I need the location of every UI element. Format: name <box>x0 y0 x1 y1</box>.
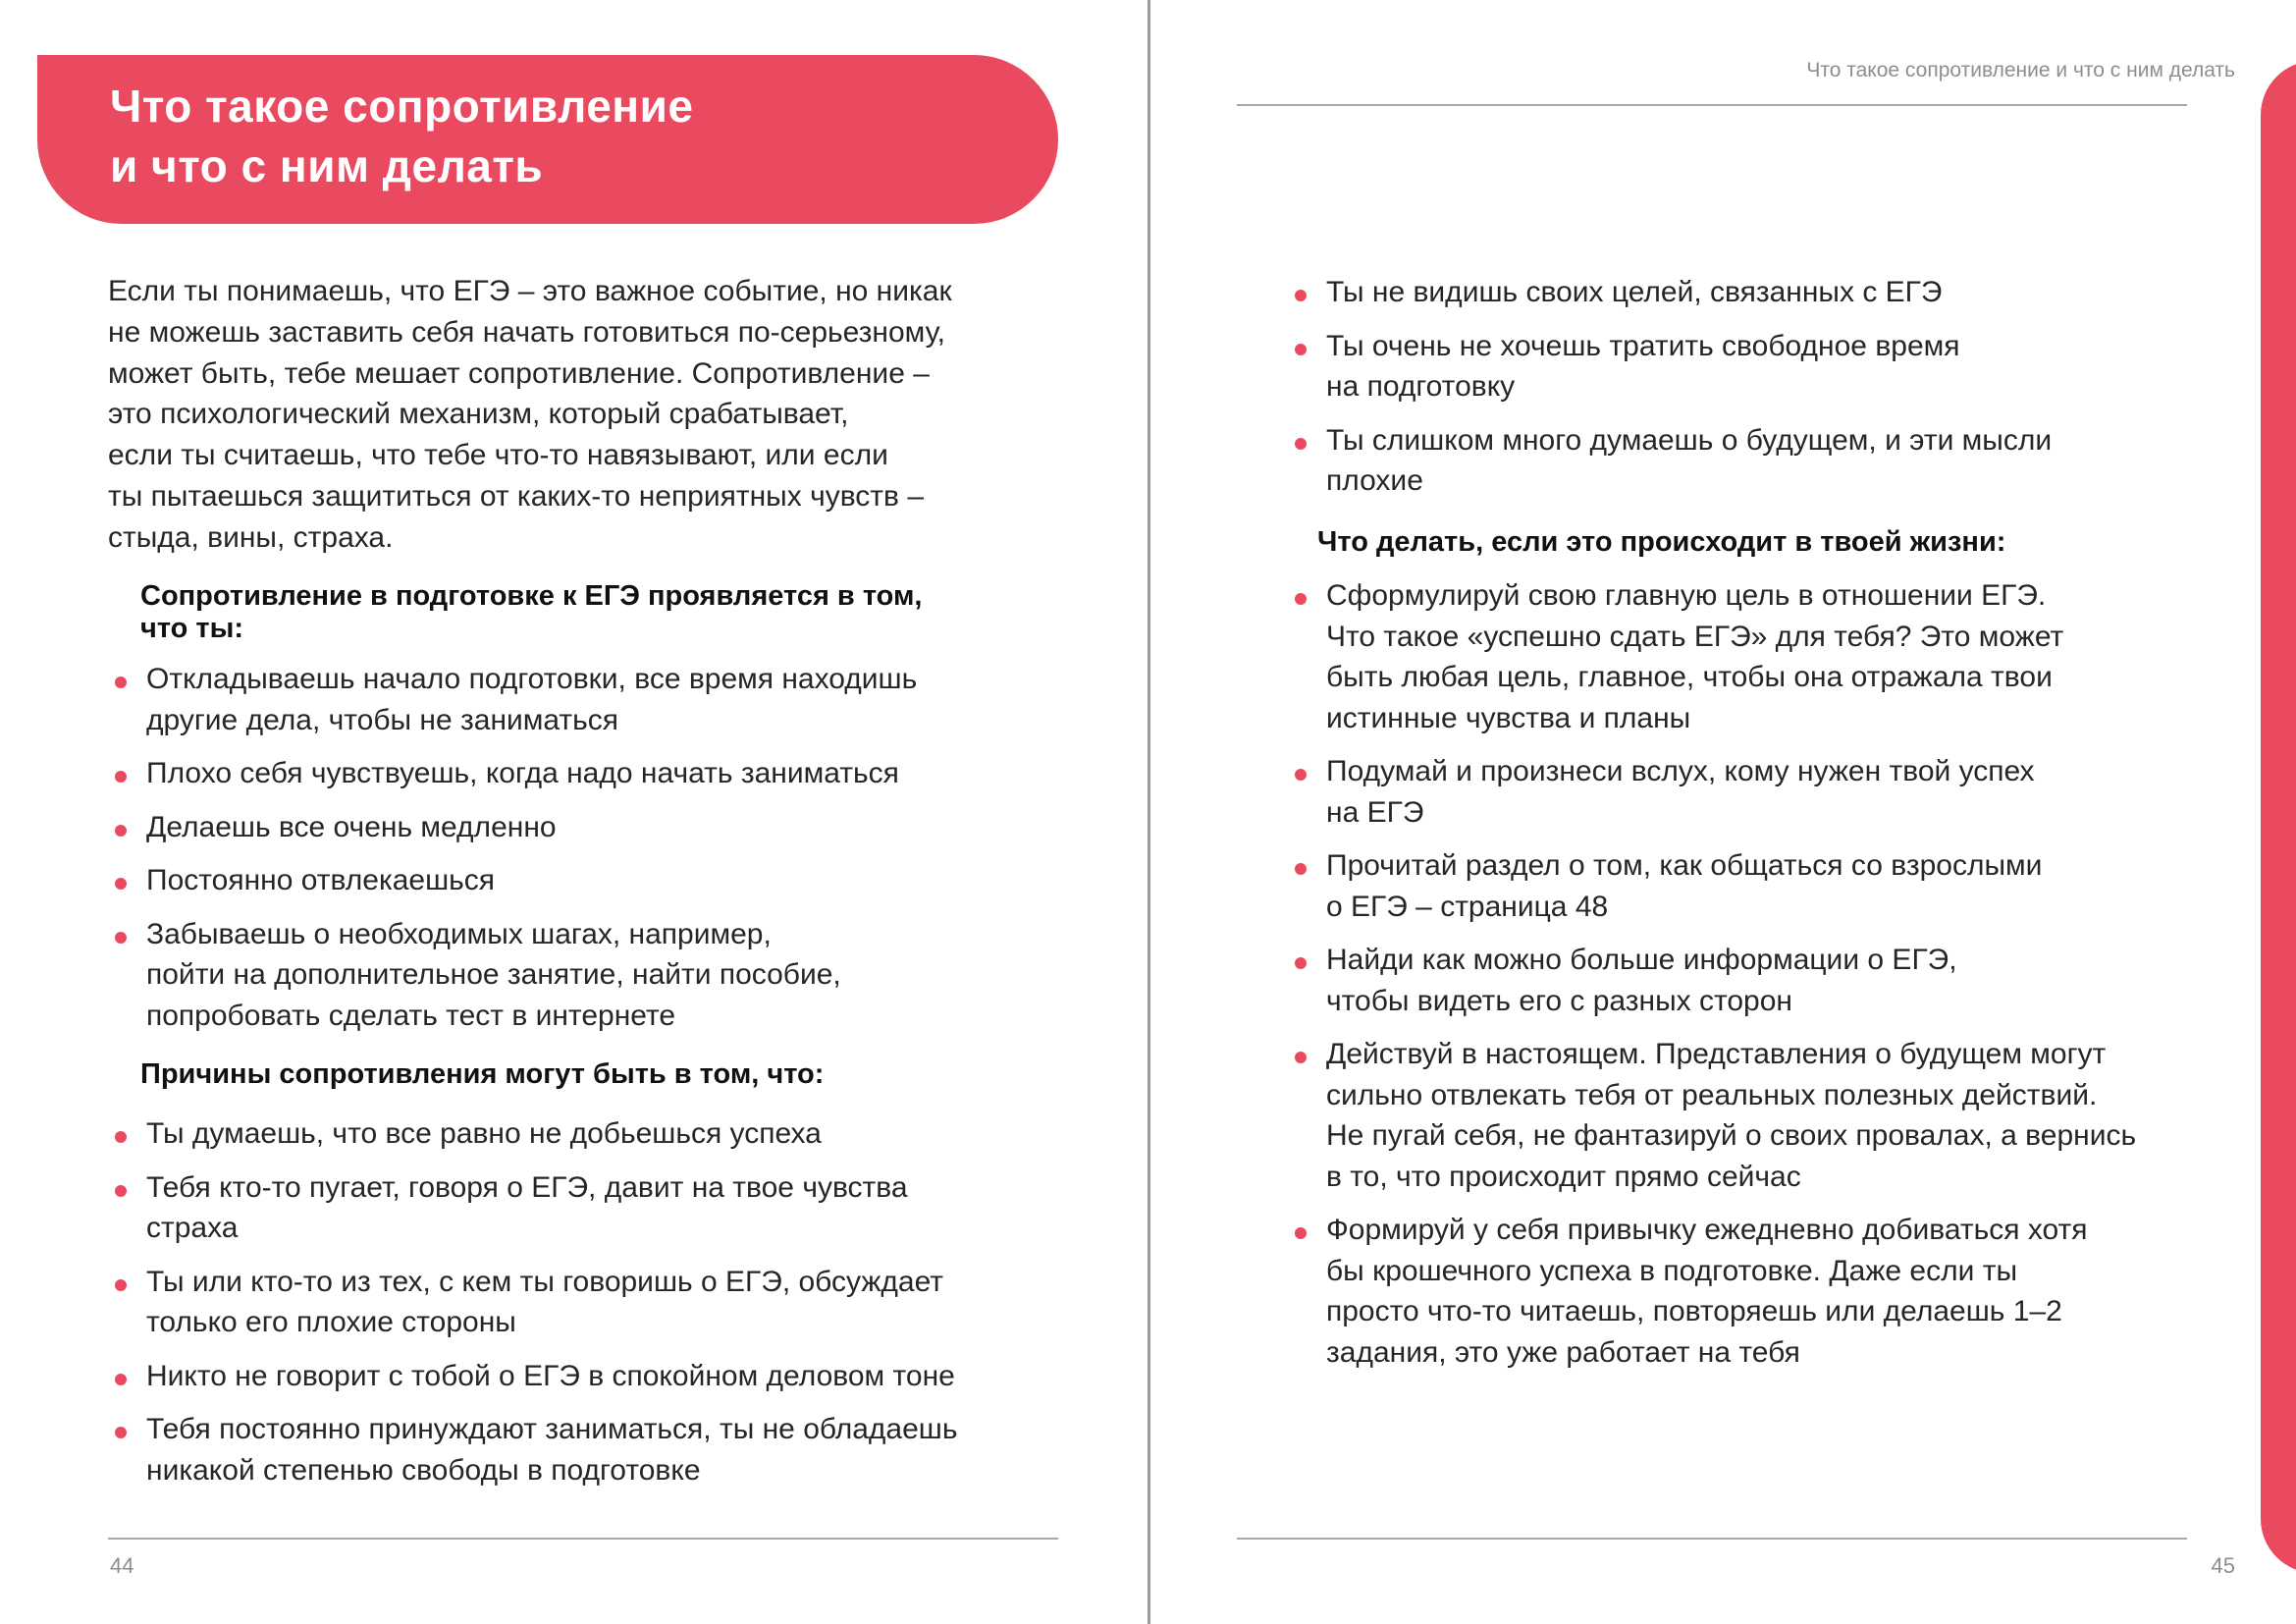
list-item <box>114 1113 1056 1155</box>
item-line: бы крошечного успеха в подготовке. Даже если ты <box>1326 1254 2018 1287</box>
intro-line: это психологический механизм, который срабатывает, <box>108 398 849 431</box>
bullet-dot-icon <box>1295 769 1307 781</box>
bullet-dot-icon <box>115 1427 127 1438</box>
item-line: Ты или кто-то из тех, с кем ты говоришь о ЕГЭ, обсуждает <box>146 1265 944 1298</box>
intro-line: Если ты понимаешь, что ЕГЭ – это важное событие, но никак <box>108 275 952 307</box>
item-line: Действуй в настоящем. Представления о будущем могут <box>1326 1038 2107 1070</box>
list-item <box>114 659 1056 740</box>
item-line: Постоянно отвлекаешься <box>146 864 496 896</box>
item-line: Тебя кто-то пугает, говоря о ЕГЭ, давит на твое чувства <box>146 1170 908 1204</box>
list-item <box>1294 940 2275 1021</box>
edge-tab-marker <box>2261 61 2296 1573</box>
item-line: плохие <box>1326 464 1423 497</box>
item-line: Ты слишком много думаешь о будущем, и эти мысли <box>1326 423 2053 457</box>
what-to-do-list <box>1294 575 2275 1385</box>
intro-line: не можешь заставить себя начать готовиться по-серьезному, <box>108 315 945 349</box>
item-line: на ЕГЭ <box>1326 795 1424 829</box>
list-item <box>1294 845 2275 927</box>
item-line: Тебя постоянно принуждают заниматься, ты не обладаешь <box>146 1413 958 1445</box>
bullet-dot-icon <box>115 825 127 837</box>
item-line: на подготовку <box>1326 370 1516 403</box>
list-item <box>1294 272 2275 313</box>
running-header: Что такое сопротивление и что с ним делать <box>1806 59 2235 81</box>
item-line: Что такое «успешно сдать ЕГЭ» для тебя? Это может <box>1326 620 2064 653</box>
section-heading-manifestations <box>140 580 922 645</box>
bullet-dot-icon <box>115 878 127 890</box>
page-number: 45 <box>2211 1553 2235 1578</box>
list-item <box>114 1262 1056 1343</box>
intro-line: ты пытаешься защититься от каких-то неприятных чувств – <box>108 479 925 513</box>
item-line: Ты думаешь, что все равно не добьешься успеха <box>146 1117 822 1150</box>
heading-line: Сопротивление в подготовке к ЕГЭ проявляется в том, <box>140 580 923 612</box>
item-line: Никто не говорит с тобой о ЕГЭ в спокойном деловом тоне <box>146 1359 955 1392</box>
heading-line: что ты: <box>140 613 244 644</box>
item-line: никакой степенью свободы в подготовке <box>146 1453 701 1487</box>
bullet-dot-icon <box>1295 593 1307 605</box>
bullet-dot-icon <box>1295 290 1307 301</box>
item-line: страха <box>146 1212 239 1244</box>
item-line: быть любая цель, главное, чтобы она отражала твои <box>1326 661 2053 693</box>
item-line: другие дела, чтобы не заниматься <box>146 703 619 736</box>
page-number: 44 <box>110 1553 134 1578</box>
item-line: Забываешь о необходимых шагах, например, <box>146 917 772 950</box>
list-item <box>1294 751 2275 833</box>
bullet-dot-icon <box>1295 438 1307 450</box>
item-line: только его плохие стороны <box>146 1306 516 1338</box>
item-line: задания, это уже работает на тебя <box>1326 1335 1800 1369</box>
item-line: в то, что происходит прямо сейчас <box>1326 1160 1801 1193</box>
bullet-dot-icon <box>115 771 127 783</box>
bullet-dot-icon <box>115 677 127 688</box>
item-line: Найди как можно больше информации о ЕГЭ, <box>1326 944 1957 976</box>
bullet-dot-icon <box>115 1374 127 1385</box>
manifestations-list <box>114 659 1056 1049</box>
item-line: Ты очень не хочешь тратить свободное время <box>1326 329 1960 362</box>
page-title-line: Что такое сопротивление <box>110 81 694 132</box>
footer-rule <box>108 1538 1058 1540</box>
item-line: Плохо себя чувствуешь, когда надо начать заниматься <box>146 757 899 789</box>
section-heading-what-to-do: Что делать, если это происходит в твоей жизни: <box>1317 526 2006 558</box>
item-line: истинные чувства и планы <box>1326 701 1691 734</box>
bullet-dot-icon <box>115 1185 127 1197</box>
intro-line: может быть, тебе мешает сопротивление. Сопротивление – <box>108 356 930 390</box>
page-title-line: и что с ним делать <box>110 140 544 191</box>
list-item <box>1294 326 2275 407</box>
bullet-dot-icon <box>1295 863 1307 875</box>
bullet-dot-icon <box>115 1131 127 1143</box>
list-item <box>1294 575 2275 738</box>
bullet-dot-icon <box>115 1279 127 1291</box>
title-banner <box>37 55 1058 224</box>
list-item <box>114 753 1056 794</box>
continued-causes-list <box>1294 272 2275 514</box>
item-line: о ЕГЭ – страница 48 <box>1326 890 1609 923</box>
item-line: сильно отвлекать тебя от реальных полезных действий. <box>1326 1078 2098 1111</box>
item-line: Прочитай раздел о том, как общаться со взрослыми <box>1326 849 2043 882</box>
item-line: Сформулируй свою главную цель в отношении ЕГЭ. <box>1326 579 2047 612</box>
item-line: попробовать сделать тест в интернете <box>146 999 676 1032</box>
item-line: Ты не видишь своих целей, связанных с ЕГЭ <box>1326 276 1943 308</box>
item-line: Подумай и произнеси вслух, кому нужен твой успех <box>1326 755 2035 787</box>
item-line: Не пугай себя, не фантазируй о своих провалах, а вернись <box>1326 1119 2137 1152</box>
item-line: Откладываешь начало подготовки, все время находишь <box>146 663 918 695</box>
bullet-dot-icon <box>1295 344 1307 355</box>
list-item <box>114 860 1056 901</box>
header-rule <box>1237 104 2187 106</box>
footer-rule <box>1237 1538 2187 1540</box>
item-line: просто что-то читаешь, повторяешь или делаешь 1–2 <box>1326 1295 2062 1327</box>
list-item <box>114 807 1056 848</box>
item-line: пойти на дополнительное занятие, найти пособие, <box>146 958 841 991</box>
item-line: чтобы видеть его с разных сторон <box>1326 984 1792 1017</box>
list-item <box>1294 1210 2275 1373</box>
list-item <box>114 1167 1056 1249</box>
right-page <box>1150 0 2296 1624</box>
item-line: Формируй у себя привычку ежедневно добиваться хотя <box>1326 1214 2088 1246</box>
causes-list <box>114 1113 1056 1503</box>
section-heading-causes: Причины сопротивления могут быть в том, что: <box>140 1058 825 1090</box>
item-line: Делаешь все очень медленно <box>146 810 557 843</box>
bullet-dot-icon <box>1295 1227 1307 1239</box>
list-item <box>1294 1034 2275 1197</box>
bullet-dot-icon <box>1295 957 1307 969</box>
bullet-dot-icon <box>115 932 127 944</box>
intro-paragraph <box>108 271 1050 559</box>
list-item <box>114 1356 1056 1397</box>
intro-line: если ты считаешь, что тебе что-то навязывают, или если <box>108 439 888 472</box>
bullet-dot-icon <box>1295 1052 1307 1063</box>
list-item <box>114 914 1056 1037</box>
intro-line: стыда, вины, страха. <box>108 520 394 554</box>
list-item <box>114 1409 1056 1490</box>
list-item <box>1294 420 2275 502</box>
